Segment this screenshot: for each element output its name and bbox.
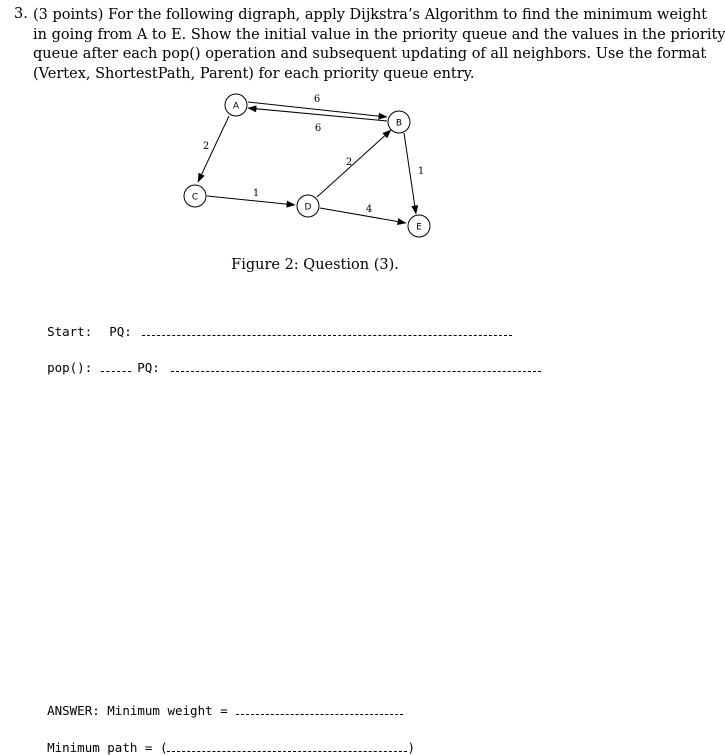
digraph-figure — [0, 0, 725, 260]
start-row — [32, 309, 512, 339]
answer-row — [32, 688, 403, 718]
question-number: 3. — [14, 6, 28, 22]
weight-c-d: 1 — [252, 188, 260, 199]
node-a-label: A — [232, 101, 240, 112]
node-e — [408, 215, 430, 237]
question-line: queue after each pop() operation and subsequent updating of all neighbors. Use the format — [33, 46, 707, 62]
weight-b-e: 1 — [417, 166, 425, 177]
node-c-label: C — [191, 192, 199, 203]
pop-row — [32, 345, 541, 375]
weight-a-b: 6 — [313, 94, 321, 105]
node-c — [184, 185, 206, 207]
pop-vertex-blank[interactable] — [101, 361, 131, 372]
weight-b-a: 6 — [314, 123, 322, 134]
question-line: (3 points) For the following digraph, apply Dijkstra’s Algorithm to find the minimum weight — [33, 7, 708, 23]
edge-b-e — [404, 133, 416, 214]
path-label: Minimum path = ( — [47, 740, 168, 755]
weight-d-e: 4 — [365, 204, 373, 215]
node-d-label: D — [304, 202, 312, 213]
start-label: Start: — [47, 324, 93, 339]
node-d — [297, 195, 319, 217]
node-b-label: B — [395, 118, 403, 129]
path-close: ) — [407, 740, 416, 755]
edge-d-b — [317, 130, 391, 197]
edge-d-e — [320, 208, 406, 223]
node-b — [388, 111, 410, 133]
question-line: (Vertex, ShortestPath, Parent) for each priority queue entry. — [33, 65, 475, 82]
pop-pq-blank[interactable] — [171, 361, 541, 372]
answer-label: ANSWER: Minimum weight = — [47, 703, 228, 718]
edge-c-d — [207, 196, 295, 205]
minimum-path-blank[interactable] — [167, 741, 407, 752]
weight-d-b: 2 — [345, 157, 353, 168]
minimum-weight-blank[interactable] — [236, 704, 403, 715]
pq-label-2: PQ: — [137, 360, 160, 375]
node-a — [225, 94, 247, 116]
start-pq-blank[interactable] — [142, 325, 512, 336]
pq-label: PQ: — [109, 324, 132, 339]
node-e-label: E — [416, 222, 422, 233]
pop-label: pop(): — [47, 360, 93, 375]
path-row — [32, 725, 415, 755]
figure-caption: Figure 2: Question (3). — [231, 257, 399, 273]
question-line: in going from A to E. Show the initial value in the priority queue and the values in the priority — [33, 26, 725, 43]
weight-a-c: 2 — [202, 141, 210, 152]
